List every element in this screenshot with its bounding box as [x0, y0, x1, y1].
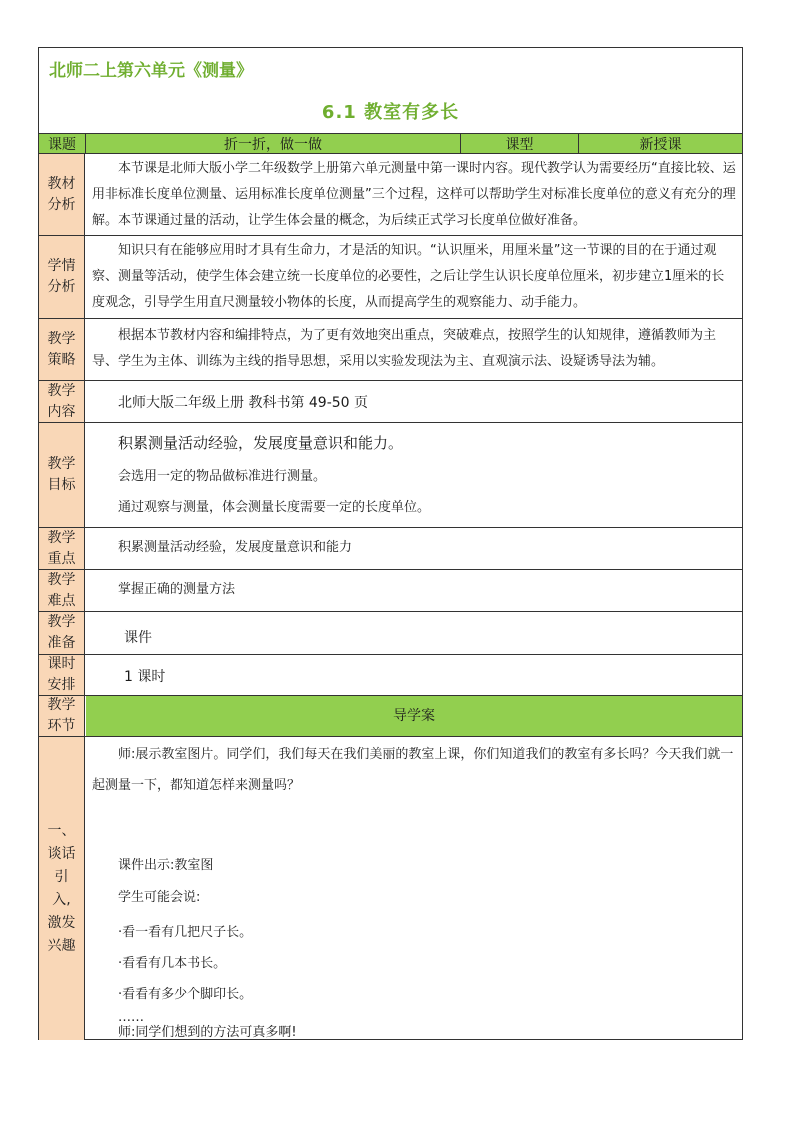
lesson-plan-table: [38, 47, 743, 1040]
topic-value: 折一折，做一做: [86, 134, 461, 153]
goal-item: 积累测量活动经验，发展度量意识和能力。: [118, 434, 404, 452]
goal-item: 通过观察与测量，体会测量长度需要一定的长度单位。: [118, 500, 431, 515]
goals-row: [39, 423, 742, 528]
topic-label: 课题: [39, 134, 86, 153]
intro-label: 一、 谈话 引 入, 激发 兴趣: [39, 737, 85, 1040]
difficulty-row: [39, 570, 742, 612]
student-analysis-label: 学情 分析: [39, 236, 85, 318]
unit-title: 北师二上第六单元《测量》: [49, 61, 253, 81]
preparation-label: 教学 准备: [39, 612, 85, 654]
title-block: [39, 48, 742, 134]
preparation-text: 课件: [124, 630, 152, 646]
intro-paragraph: 师:展示教室图片。同学们，我们每天在我们美丽的教室上课，你们知道我们的教室有多长吗？今天我们就一起测量一下，都知道怎样来测量吗？: [92, 747, 734, 793]
intro-line: ·看一看有几把尺子长。: [118, 925, 253, 940]
key-point-label: 教学 重点: [39, 528, 85, 569]
content-text: 北师大版二年级上册 教科书第 49-50 页: [118, 395, 369, 411]
content-row: [39, 381, 742, 423]
intro-row: [39, 737, 742, 1040]
student-analysis-text: 知识只有在能够应用时才具有生命力，才是活的知识。“认识厘米，用厘米量”这一节课的目的在于通过观察、测量等活动，使学生体会建立统一长度单位的必要性，之后让学生认识长度单位厘米，初步建立1厘米的长度观念，引导学生用直尺测量较小物体的长度，从而提高学生的观察能力、动手能力。: [92, 243, 725, 310]
schedule-text: 1 课时: [124, 669, 166, 685]
material-analysis-row: [39, 154, 742, 236]
topic-row: [39, 134, 742, 154]
intro-line: ……: [118, 1010, 144, 1025]
goals-label: 教学 目标: [39, 423, 85, 527]
goal-item: 会选用一定的物品做标准进行测量。: [118, 469, 327, 484]
type-label: 课型: [461, 134, 579, 153]
intro-line: 师:同学们想到的方法可真多啊!: [118, 1025, 297, 1040]
student-analysis-row: [39, 236, 742, 319]
steps-row: [39, 696, 742, 737]
type-value: 新授课: [639, 136, 682, 153]
strategy-text: 根据本节教材内容和编排特点，为了更有效地突出重点，突破难点，按照学生的认知规律，遵循教师为主导、学生为主体、训练为主线的指导思想，采用以实验发现法为主、直观演示法、设疑诱导法为辅。: [92, 328, 717, 369]
intro-line: ·看看有几本书长。: [118, 956, 227, 971]
strategy-label: 教学 策略: [39, 319, 85, 380]
intro-line: 课件出示:教室图: [118, 858, 214, 873]
difficulty-text: 掌握正确的测量方法: [118, 582, 236, 597]
strategy-row: [39, 319, 742, 381]
steps-label: 教学 环节: [39, 696, 85, 736]
key-point-row: [39, 528, 742, 570]
content-label: 教学 内容: [39, 381, 85, 422]
intro-line: 学生可能会说:: [118, 890, 201, 905]
material-analysis-label: 教材 分析: [39, 154, 85, 235]
material-analysis-text: 本节课是北师大版小学二年级数学上册第六单元测量中第一课时内容。现代教学认为需要经历“直接比较、运用非标准长度单位测量、运用标准长度单位测量”三个过程，这样可以帮助学生对标准长度单位的意义有充分的理解。本节课通过量的活动，让学生体会量的概念，为后续正式学习长度单位做好准备。: [92, 161, 736, 228]
difficulty-label: 教学 难点: [39, 570, 85, 611]
steps-header: 导学案: [86, 696, 742, 736]
schedule-row: [39, 655, 742, 696]
key-point-text: 积累测量活动经验，发展度量意识和能力: [118, 540, 353, 555]
schedule-label: 课时 安排: [39, 655, 85, 695]
lesson-title: 6.1 教室有多长: [321, 102, 460, 123]
intro-line: ·看看有多少个脚印长。: [118, 987, 253, 1002]
preparation-row: [39, 612, 742, 655]
